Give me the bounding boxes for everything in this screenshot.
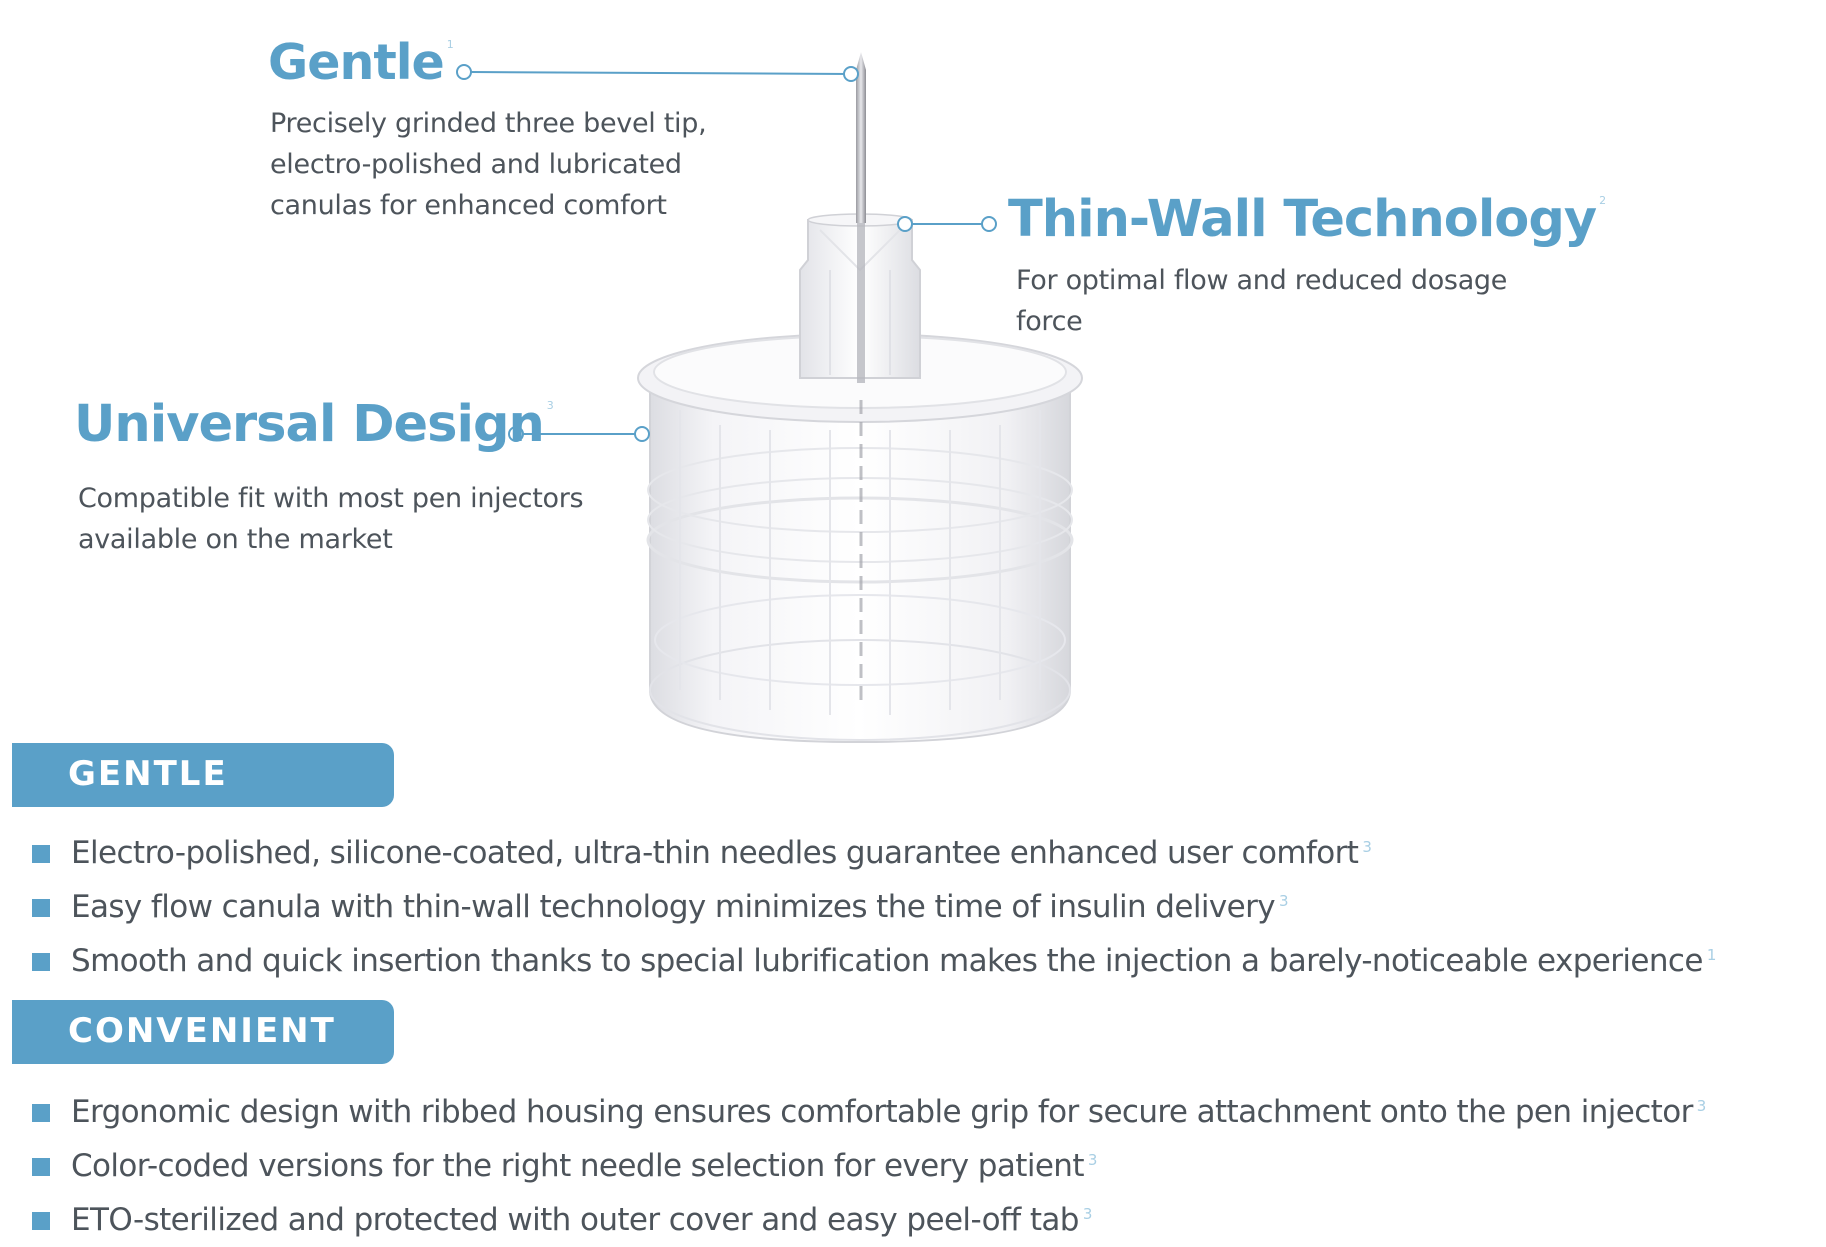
footnote-ref: 3	[546, 399, 554, 412]
callout-description-universal: Compatible fit with most pen injectors available on the market	[78, 483, 584, 555]
list-item	[32, 934, 1716, 988]
section-header-convenient	[12, 1000, 394, 1064]
feature-list-gentle	[32, 826, 1716, 988]
footnote-ref: 3	[1082, 1205, 1093, 1223]
list-item-text: Ergonomic design with ribbed housing ensures comfortable grip for secure attachment onto the pen injector	[71, 1094, 1693, 1130]
callout-title-thin-wall	[1008, 190, 1606, 249]
bullet-square-icon	[32, 899, 50, 917]
callout-description-thin-wall: For optimal flow and reduced dosage force	[1016, 265, 1508, 337]
bullet-square-icon	[32, 953, 50, 971]
footnote-ref: 1	[1706, 946, 1717, 964]
footnote-ref: 3	[1696, 1097, 1707, 1115]
callout-connector-gentle	[457, 65, 858, 81]
list-item-text: ETO-sterilized and protected with outer cover and easy peel-off tab	[71, 1202, 1079, 1238]
footnote-ref: 1	[446, 38, 454, 51]
feature-list-convenient	[32, 1085, 1706, 1247]
list-item	[32, 1139, 1706, 1193]
footnote-ref: 2	[1599, 194, 1607, 207]
callout-title-gentle	[268, 34, 454, 91]
section-header-convenient-label: CONVENIENT	[68, 1011, 336, 1051]
callout-title-thin-wall-text: Thin-Wall Technology	[1008, 190, 1597, 249]
section-header-gentle	[12, 743, 394, 807]
section-header-gentle-label: GENTLE	[68, 754, 228, 794]
footnote-ref: 3	[1278, 892, 1289, 910]
list-item-text: Color-coded versions for the right needle selection for every patient	[71, 1148, 1084, 1184]
callout-title-universal-text: Universal Design	[74, 395, 544, 454]
list-item	[32, 880, 1716, 934]
list-item	[32, 1085, 1706, 1139]
footnote-ref: 3	[1362, 838, 1372, 856]
bullet-square-icon	[32, 1212, 50, 1230]
footnote-ref: 3	[1087, 1151, 1098, 1169]
callout-title-gentle-text: Gentle	[268, 34, 444, 91]
callout-description-gentle: Precisely grinded three bevel tip, electro-polished and lubricated canulas for enhanced comfort	[270, 108, 707, 221]
list-item-text: Electro-polished, silicone-coated, ultra-thin needles guarantee enhanced user comfort	[71, 835, 1359, 871]
bullet-square-icon	[32, 1158, 50, 1176]
callout-title-universal	[74, 395, 554, 454]
list-item	[32, 826, 1716, 880]
bullet-square-icon	[32, 1104, 50, 1122]
list-item-text: Easy flow canula with thin-wall technology minimizes the time of insulin delivery	[71, 889, 1275, 925]
list-item-text: Smooth and quick insertion thanks to special lubrification makes the injection a barely-noticeable experience	[71, 943, 1703, 979]
bullet-square-icon	[32, 845, 50, 863]
list-item	[32, 1193, 1706, 1247]
